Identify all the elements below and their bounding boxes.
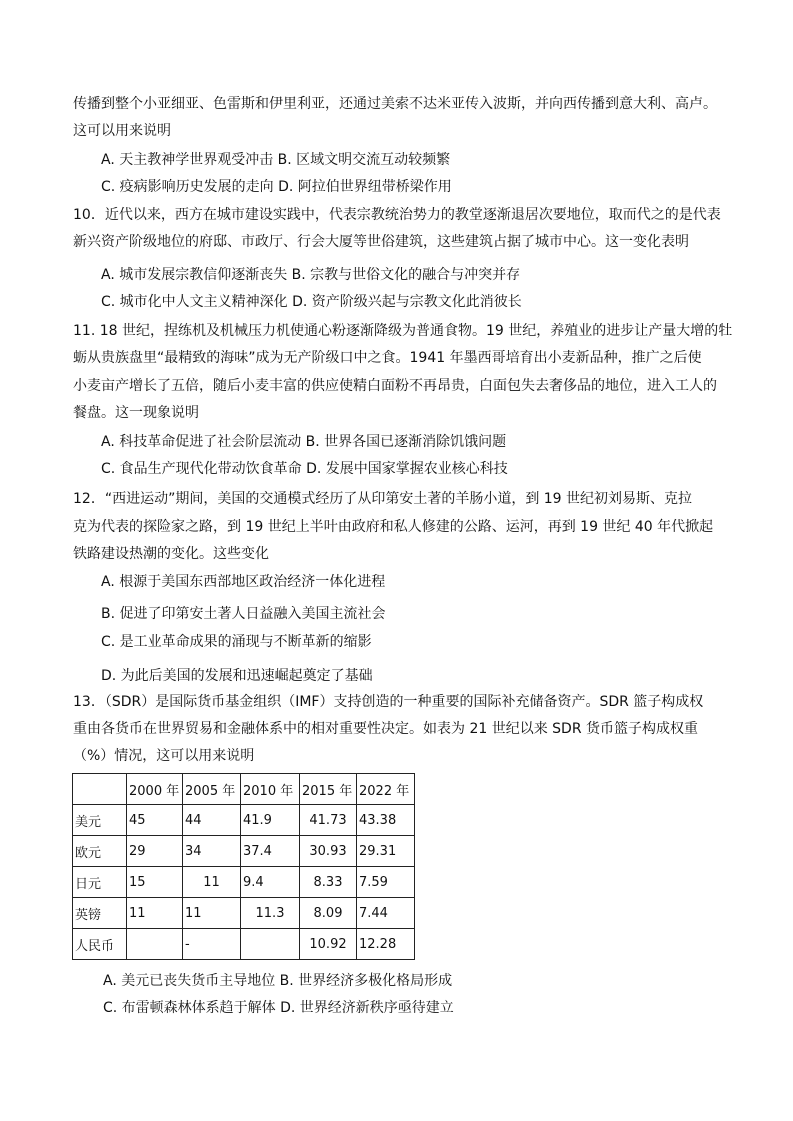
table-row — [73, 805, 415, 836]
table-cell: 11 — [183, 867, 241, 898]
table-cell: 12.28 — [357, 929, 415, 960]
table-cell: 37.4 — [241, 836, 300, 867]
q13-text-line-1: 13．（SDR）是国际货币基金组织（IMF）支持创造的一种重要的国际补充储备资产。SDR 篮子构成权 — [73, 694, 704, 710]
q11-options-cd: C. 食品生产现代化带动饮食革命 D. 发展中国家掌握农业核心科技 — [101, 461, 508, 477]
table-header-cell: 2010 年 — [241, 774, 300, 805]
table-cell: 7.59 — [357, 867, 415, 898]
table-cell — [241, 929, 300, 960]
q11-text-line-1: 11. 18 世纪，捏练机及机械压力机使通心粉逐渐降级为普通食物。19 世纪，养殖业的进步让产量大增的牡 — [73, 323, 733, 339]
table-cell: 44 — [183, 805, 241, 836]
intro-options-cd: C. 疫病影响历史发展的走向 D. 阿拉伯世界纽带桥梁作用 — [101, 179, 452, 195]
table-cell: 45 — [127, 805, 183, 836]
q11-text-line-3: 小麦亩产增长了五倍，随后小麦丰富的供应使精白面粉不再昂贵，白面包失去奢侈品的地位，进入工人的 — [73, 378, 717, 394]
table-row-label: 英镑 — [73, 898, 127, 929]
table-cell: 8.09 — [300, 898, 357, 929]
table-cell: 41.9 — [241, 805, 300, 836]
q12-option-b: B. 促进了印第安土著人日益融入美国主流社会 — [101, 606, 386, 622]
table-cell: 29.31 — [357, 836, 415, 867]
table-row-label: 美元 — [73, 805, 127, 836]
table-cell: 9.4 — [241, 867, 300, 898]
table-row-label: 日元 — [73, 867, 127, 898]
q12-text-line-2: 克为代表的探险家之路，到 19 世纪上半叶由政府和私人修建的公路、运河，再到 19 世纪 40 年代掀起 — [73, 519, 714, 535]
table-cell: 7.44 — [357, 898, 415, 929]
table-header-cell: 2005 年 — [183, 774, 241, 805]
table-cell: 15 — [127, 867, 183, 898]
q12-option-a: A. 根源于美国东西部地区政治经济一体化进程 — [101, 574, 386, 590]
table-cell: 11 — [183, 898, 241, 929]
table-cell: 29 — [127, 836, 183, 867]
q12-option-c: C. 是工业革命成果的涌现与不断革新的缩影 — [101, 634, 372, 650]
table-row — [73, 836, 415, 867]
table-cell: 30.93 — [300, 836, 357, 867]
q13-options-cd: C. 布雷顿森林体系趋于解体 D. 世界经济新秩序亟待建立 — [103, 1000, 454, 1016]
sdr-weights-table — [72, 773, 415, 960]
q10-text-line-1: 10．近代以来，西方在城市建设实践中，代表宗教统治势力的教堂逐渐退居次要地位，取而代之的是代表 — [73, 207, 721, 223]
q11-text-line-4: 餐盘。这一现象说明 — [73, 405, 199, 421]
q11-options-ab: A. 科技革命促进了社会阶层流动 B. 世界各国已逐渐消除饥饿问题 — [101, 434, 507, 450]
table-header-cell: 2000 年 — [127, 774, 183, 805]
table-cell: 8.33 — [300, 867, 357, 898]
table-cell: 43.38 — [357, 805, 415, 836]
table-cell — [127, 929, 183, 960]
q13-options-ab: A. 美元已丧失货币主导地位 B. 世界经济多极化格局形成 — [103, 973, 453, 989]
table-cell: 10.92 — [300, 929, 357, 960]
table-header-cell: 2015 年 — [300, 774, 357, 805]
intro-options-ab: A. 天主教神学世界观受冲击 B. 区域文明交流互动较频繁 — [101, 152, 451, 168]
table-cell: 34 — [183, 836, 241, 867]
q10-options-cd: C. 城市化中人文主义精神深化 D. 资产阶级兴起与宗教文化此消彼长 — [101, 294, 522, 310]
q13-text-line-2: 重由各货币在世界贸易和金融体系中的相对重要性决定。如表为 21 世纪以来 SDR 货币篮子构成权重 — [73, 721, 699, 737]
table-row — [73, 898, 415, 929]
table-cell: - — [183, 929, 241, 960]
table-header-cell — [73, 774, 127, 805]
table-row-label: 欧元 — [73, 836, 127, 867]
intro-text-line-1: 传播到整个小亚细亚、色雷斯和伊里利亚，还通过美索不达米亚传入波斯，并向西传播到意大利、高卢。 — [73, 96, 717, 112]
table-cell: 11.3 — [241, 898, 300, 929]
table-header-row — [73, 774, 415, 805]
table-row-label: 人民币 — [73, 929, 127, 960]
q12-option-d: D. 为此后美国的发展和迅速崛起奠定了基础 — [101, 668, 373, 684]
q11-text-line-2: 蛎从贵族盘里“最精致的海味”成为无产阶级口中之食。1941 年墨西哥培育出小麦新品种，推广之后使 — [73, 350, 702, 366]
table-row — [73, 929, 415, 960]
table-header-cell: 2022 年 — [357, 774, 415, 805]
q12-text-line-3: 铁路建设热潮的变化。这些变化 — [73, 546, 269, 562]
q10-options-ab: A. 城市发展宗教信仰逐渐丧失 B. 宗教与世俗文化的融合与冲突并存 — [101, 267, 521, 283]
q10-text-line-2: 新兴资产阶级地位的府邸、市政厅、行会大厦等世俗建筑，这些建筑占据了城市中心。这一变化表明 — [73, 234, 689, 250]
q13-text-line-3: （%）情况，这可以用来说明 — [73, 748, 255, 764]
intro-text-line-2: 这可以用来说明 — [73, 123, 171, 139]
table-cell: 41.73 — [300, 805, 357, 836]
q12-text-line-1: 12．“西进运动”期间，美国的交通模式经历了从印第安土著的羊肠小道，到 19 世纪初刘易斯、克拉 — [73, 491, 693, 507]
table-cell: 11 — [127, 898, 183, 929]
table-row — [73, 867, 415, 898]
